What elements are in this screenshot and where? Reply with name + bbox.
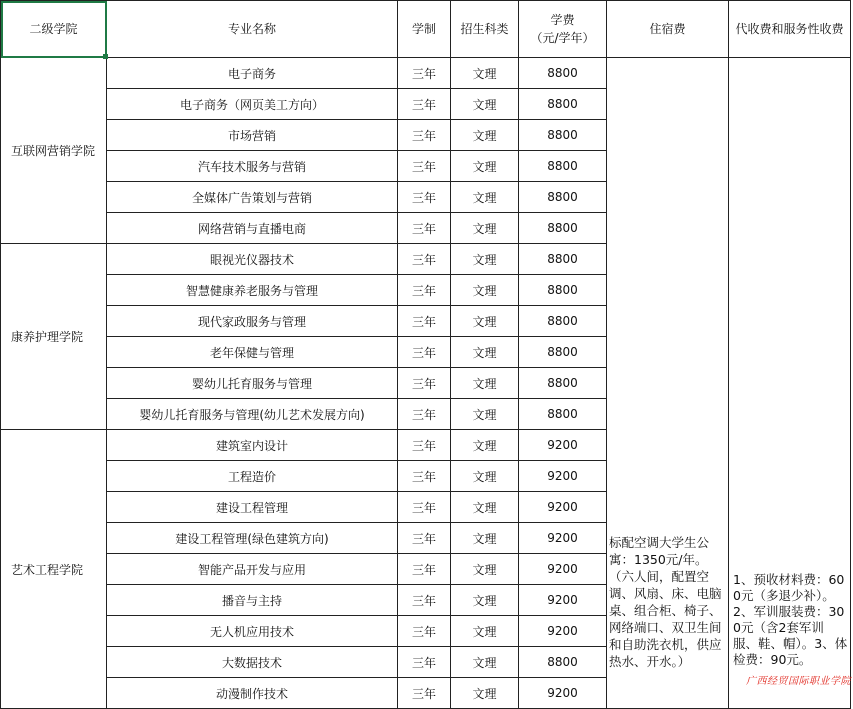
tuition-cell[interactable]: 8800 — [519, 337, 607, 368]
duration-cell[interactable]: 三年 — [398, 244, 451, 275]
category-cell[interactable]: 文理 — [451, 337, 519, 368]
tuition-cell[interactable]: 8800 — [519, 399, 607, 430]
tuition-cell[interactable]: 9200 — [519, 678, 607, 709]
duration-cell[interactable]: 三年 — [398, 461, 451, 492]
duration-cell[interactable]: 三年 — [398, 182, 451, 213]
header-service[interactable]: 代收费和服务性收费 — [729, 1, 851, 58]
category-cell[interactable]: 文理 — [451, 120, 519, 151]
tuition-cell[interactable]: 8800 — [519, 368, 607, 399]
major-cell[interactable]: 汽车技术服务与营销 — [107, 151, 398, 182]
major-cell[interactable]: 婴幼儿托育服务与管理(幼儿艺术发展方向) — [107, 399, 398, 430]
duration-cell[interactable]: 三年 — [398, 430, 451, 461]
header-tuition-line1: 学费 — [550, 13, 575, 27]
duration-cell[interactable]: 三年 — [398, 120, 451, 151]
tuition-cell[interactable]: 9200 — [519, 492, 607, 523]
category-cell[interactable]: 文理 — [451, 585, 519, 616]
category-cell[interactable]: 文理 — [451, 554, 519, 585]
college-cell[interactable]: 康养护理学院 — [1, 244, 107, 430]
major-cell[interactable]: 建设工程管理(绿色建筑方向) — [107, 523, 398, 554]
category-cell[interactable]: 文理 — [451, 647, 519, 678]
category-cell[interactable]: 文理 — [451, 182, 519, 213]
major-cell[interactable]: 电子商务（网页美工方向） — [107, 89, 398, 120]
category-cell[interactable]: 文理 — [451, 399, 519, 430]
category-cell[interactable]: 文理 — [451, 58, 519, 89]
duration-cell[interactable]: 三年 — [398, 151, 451, 182]
category-cell[interactable]: 文理 — [451, 368, 519, 399]
header-category[interactable]: 招生科类 — [451, 1, 519, 58]
major-cell[interactable]: 网络营销与直播电商 — [107, 213, 398, 244]
tuition-cell[interactable]: 8800 — [519, 182, 607, 213]
duration-cell[interactable]: 三年 — [398, 554, 451, 585]
duration-cell[interactable]: 三年 — [398, 306, 451, 337]
category-cell[interactable]: 文理 — [451, 275, 519, 306]
duration-cell[interactable]: 三年 — [398, 275, 451, 306]
tuition-cell[interactable]: 9200 — [519, 616, 607, 647]
category-cell[interactable]: 文理 — [451, 151, 519, 182]
category-cell[interactable]: 文理 — [451, 89, 519, 120]
major-cell[interactable]: 婴幼儿托育服务与管理 — [107, 368, 398, 399]
category-cell[interactable]: 文理 — [451, 461, 519, 492]
duration-cell[interactable]: 三年 — [398, 213, 451, 244]
tuition-cell[interactable]: 8800 — [519, 58, 607, 89]
college-cell[interactable]: 艺术工程学院 — [1, 430, 107, 709]
tuition-cell[interactable]: 8800 — [519, 89, 607, 120]
tuition-cell[interactable]: 9200 — [519, 461, 607, 492]
duration-cell[interactable]: 三年 — [398, 616, 451, 647]
tuition-cell[interactable]: 9200 — [519, 585, 607, 616]
header-row — [1, 1, 851, 58]
category-cell[interactable]: 文理 — [451, 616, 519, 647]
major-cell[interactable]: 大数据技术 — [107, 647, 398, 678]
duration-cell[interactable]: 三年 — [398, 647, 451, 678]
tuition-cell[interactable]: 8800 — [519, 244, 607, 275]
header-dorm[interactable]: 住宿费 — [607, 1, 729, 58]
duration-cell[interactable]: 三年 — [398, 585, 451, 616]
duration-cell[interactable]: 三年 — [398, 492, 451, 523]
major-cell[interactable]: 市场营销 — [107, 120, 398, 151]
header-tuition[interactable] — [519, 1, 607, 58]
duration-cell[interactable]: 三年 — [398, 58, 451, 89]
duration-cell[interactable]: 三年 — [398, 368, 451, 399]
category-cell[interactable]: 文理 — [451, 430, 519, 461]
tuition-cell[interactable]: 9200 — [519, 523, 607, 554]
category-cell[interactable]: 文理 — [451, 678, 519, 709]
tuition-cell[interactable]: 8800 — [519, 306, 607, 337]
duration-cell[interactable]: 三年 — [398, 399, 451, 430]
major-cell[interactable]: 无人机应用技术 — [107, 616, 398, 647]
selection-fill-handle[interactable] — [103, 54, 108, 59]
major-cell[interactable]: 播音与主持 — [107, 585, 398, 616]
tuition-cell[interactable]: 9200 — [519, 430, 607, 461]
tuition-cell[interactable]: 8800 — [519, 213, 607, 244]
major-cell[interactable]: 工程造价 — [107, 461, 398, 492]
major-cell[interactable]: 建筑室内设计 — [107, 430, 398, 461]
header-tuition-line2: （元/学年） — [530, 31, 595, 45]
major-cell[interactable]: 智慧健康养老服务与管理 — [107, 275, 398, 306]
category-cell[interactable]: 文理 — [451, 244, 519, 275]
category-cell[interactable]: 文理 — [451, 306, 519, 337]
school-watermark: 广西经贸国际职业学院 — [746, 676, 851, 687]
duration-cell[interactable]: 三年 — [398, 89, 451, 120]
category-cell[interactable]: 文理 — [451, 213, 519, 244]
duration-cell[interactable]: 三年 — [398, 523, 451, 554]
tuition-cell[interactable]: 8800 — [519, 120, 607, 151]
duration-cell[interactable]: 三年 — [398, 678, 451, 709]
tuition-cell[interactable]: 8800 — [519, 647, 607, 678]
major-cell[interactable]: 动漫制作技术 — [107, 678, 398, 709]
category-cell[interactable]: 文理 — [451, 492, 519, 523]
major-cell[interactable]: 老年保健与管理 — [107, 337, 398, 368]
header-duration[interactable]: 学制 — [398, 1, 451, 58]
major-cell[interactable]: 全媒体广告策划与营销 — [107, 182, 398, 213]
college-cell[interactable]: 互联网营销学院 — [1, 58, 107, 244]
tuition-cell[interactable]: 8800 — [519, 275, 607, 306]
service-note-cell[interactable]: 1、预收材料费：600元（多退少补）。2、军训服装费：300元（含2套军训服、鞋、帽）。3、体检费：90元。 — [729, 58, 851, 709]
category-cell[interactable]: 文理 — [451, 523, 519, 554]
fee-table-body — [1, 58, 851, 709]
major-cell[interactable]: 眼视光仪器技术 — [107, 244, 398, 275]
major-cell[interactable]: 建设工程管理 — [107, 492, 398, 523]
major-cell[interactable]: 智能产品开发与应用 — [107, 554, 398, 585]
tuition-cell[interactable]: 8800 — [519, 151, 607, 182]
major-cell[interactable]: 电子商务 — [107, 58, 398, 89]
duration-cell[interactable]: 三年 — [398, 337, 451, 368]
major-cell[interactable]: 现代家政服务与管理 — [107, 306, 398, 337]
header-college[interactable]: 二级学院 — [1, 1, 107, 58]
header-major[interactable]: 专业名称 — [107, 1, 398, 58]
table-row — [1, 58, 851, 89]
dorm-note-cell[interactable]: 标配空调大学生公寓：1350元/年。（六人间，配置空调、风扇、床、电脑桌、组合柜、椅子、网络端口、双卫生间和自助洗衣机，供应热水、开水。） — [607, 58, 729, 709]
tuition-cell[interactable]: 9200 — [519, 554, 607, 585]
